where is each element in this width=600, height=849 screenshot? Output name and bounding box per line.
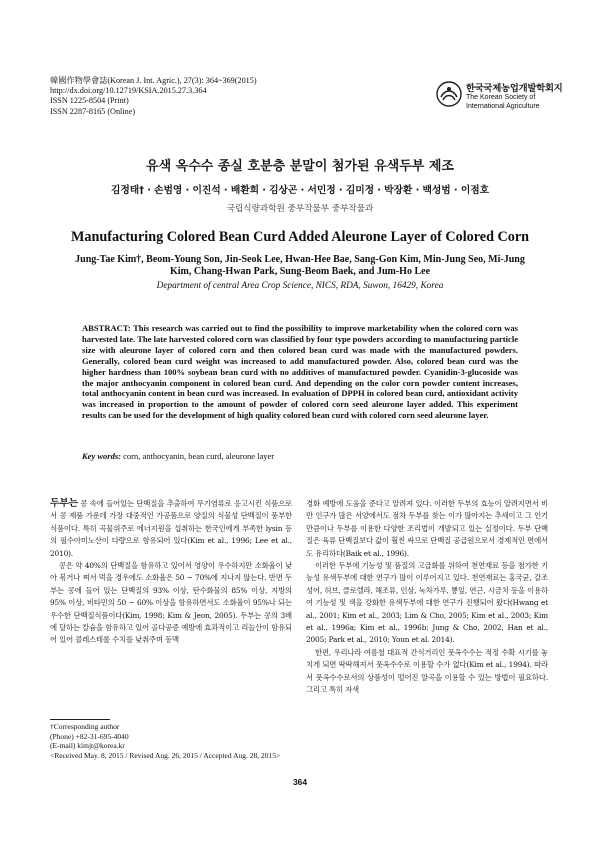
society-logo (436, 78, 566, 120)
page-number: 364 (293, 777, 307, 787)
body-column-left (50, 498, 292, 647)
footnote (50, 722, 310, 760)
issn-print: ISSN 1225-8504 (Print) (50, 96, 129, 106)
authors-korean: 김정태† · 손범영 · 이진석 · 배환희 · 김상곤 · 서민정 · 김미정 · 박장환 · 백성범 · 이점호 (111, 185, 489, 196)
society-name-ko: 한국국제농업개발학회지 (466, 83, 563, 94)
authors-english: Jung-Tae Kim†, Beom-Young Son, Jin-Seok Lee, Hwan-Hee Bae, Sang-Gon Kim, Min-Jung Seo, Mi-Jung Kim, Chang-Hwan Park, Sung-Beom Baek, and Jum-Ho Lee (75, 254, 525, 278)
author-phone: (Phone) +82-31-695-4040 (50, 731, 129, 741)
society-emblem-icon (436, 81, 462, 107)
body-paragraph (50, 498, 292, 560)
body-column-right (306, 498, 548, 697)
abstract: ABSTRACT: This research was carried out to find the possibility to improve marketability when the colored corn was harvested late. The late harvested colored corn was classified by four type powders according to manufacturing particle size with aleurone layer of colored corn and then colored bean curd was made with the manufactured powders. Generally, colored bean curd weight was increased to add manufactured powder. Also, colored bean curd was the higher hardness than 100% soybean bean curd with no additives of manufactured powder. Cyanidin-3-glucoside was the major anthocyanin component in colored bean curd. And depending on the color corn powder content increases, total anthocyanin content in bean curd was increased. In evaluation of DPPH in colored bean curd, antioxidant activity was increased in proportion to the amount of powder of colored corn seed aleurone layer added. This experiment results can be used for the development of high quality colored bean curd with colored corn seed aleurone layer. (82, 323, 518, 421)
title-korean: 유색 옥수수 종실 호분층 분말이 첨가된 유색두부 제조 (146, 159, 454, 174)
doi-link[interactable]: http://dx.doi.org/10.12719/KSIA.2015.27.3.364 (50, 86, 207, 96)
issn-online: ISSN 2287-8165 (Online) (50, 106, 136, 116)
keywords-label: Key words: (82, 451, 121, 461)
body-paragraph: 경화 예방에 도움을 준다고 알려져 있다. 이러한 두부의 효능이 알려지면서 비만 인구가 많은 서양에서도 점차 두부를 찾는 이가 많아지는 추세이고 그 인기만큼이나 두부를 이용한 다양한 조리법이 개발되고 있는 실정이다. 두부 단백질은 육류 단백질보다 값이 훨씬 싸므로 단백질 공급원으로서 경제적인 면에서도 유리하다(Baik et al., 1996). (306, 499, 548, 558)
society-name-en: The Korean Society of International Agriculture (466, 94, 540, 110)
body-paragraph: 콩은 약 40%의 단백질을 함유하고 있어서 영양이 우수하지만 소화율이 낮아 볶거나 쪄서 먹을 경우에도 소화율은 50 ~ 70%에 지나지 않는다. 반면 두부는 콩에 들어 있는 단백질의 93% 이상, 탄수화물의 85% 이상, 지방의 95% 이상, 비타민의 50 ~ 60% 이상을 함유하면서도 소화율이 95%나 되는 우수한 단백질식품이다(Kim, 1998; Kim & Jeon, 2005). 두부는 콩의 3배에 달하는 칼슘을 함유하고 있어 골다공증 예방에 효과적이고 리놀산이 함유되어 있어 콜레스테롤 수치를 낮춰주며 동맥 (50, 561, 292, 645)
lead-word: 두부는 (50, 498, 78, 509)
corresponding-author: †Corresponding author (50, 722, 120, 731)
footnote-divider (50, 719, 110, 720)
title-english: Manufacturing Colored Bean Curd Added Aleurone Layer of Colored Corn (70, 229, 530, 245)
affiliation-english: Department of central Area Crop Science, NICS, RDA, Suwon, 16429, Korea (156, 281, 444, 291)
journal-header (50, 76, 257, 117)
keywords (82, 451, 518, 462)
received-dates: <Received May. 8, 2015 / Revised Aug. 26, 2015 / Accepted Aug. 28, 2015> (50, 750, 281, 760)
paragraph-text: 콩 속에 들어있는 단백질을 추출하여 무기염류로 응고시킨 식품으로서 콩 제품 가운데 가장 대중적인 가공품으로 양질의 식물성 단백질이 풍부한 식품이다. 특히 곡물위주로 에너지원을 섭취하는 한국인에게 부족한 lysin 등의 필수아미노산이 다량으로 함유되어 있다(Kim et al., 1996; Lee et al., 2010). (50, 499, 292, 558)
body-paragraph: 한편, 우리나라 여름철 대표적 간식거리인 풋옥수수는 적정 수확 시기를 놓치게 되면 딱딱해져서 풋옥수수로 이용할 수가 없다(Kim et al., 1994). 따라서 풋옥수수로서의 상품성이 떨어진 알곡을 이용할 수 있는 방법이 필요하다. 그리고 특히 자색 (306, 647, 548, 695)
keywords-text: corn, anthocyanin, bean curd, aleurone layer (123, 451, 275, 461)
author-email[interactable]: (E-mail) kimjt@korea.kr (50, 741, 125, 751)
affiliation-korean: 국립식량과학원 중부작물부 중부작물과 (226, 204, 374, 214)
journal-citation: 韓國作物學會誌(Korean J. Int. Agric.), 27(3): 364~369(2015) (50, 76, 257, 85)
body-paragraph: 이러한 두부에 기능성 및 품질의 고급화를 위하여 천연재료 등을 첨가한 기능성 유색두부에 대한 연구가 많이 이루어지고 있다. 천연재료는 홍국균, 갈조성어, 허브, 클로렐라, 해조류, 인삼, 녹차가루, 뽕잎, 연근, 시금치 등을 이용하여 기능성 및 색을 강화한 유색두부에 대한 연구가 진행되어 왔다(Hwang et al., 2001; Kim et al., 2003; Lim & Cho, 2005; Kim et al., 2003; Kim et al., 1996a; Kim et al., 1996b; Jung & Cho, 2002, Han et al., 2005; Park et al., 2010; Youn et al. 2014). (306, 561, 548, 645)
